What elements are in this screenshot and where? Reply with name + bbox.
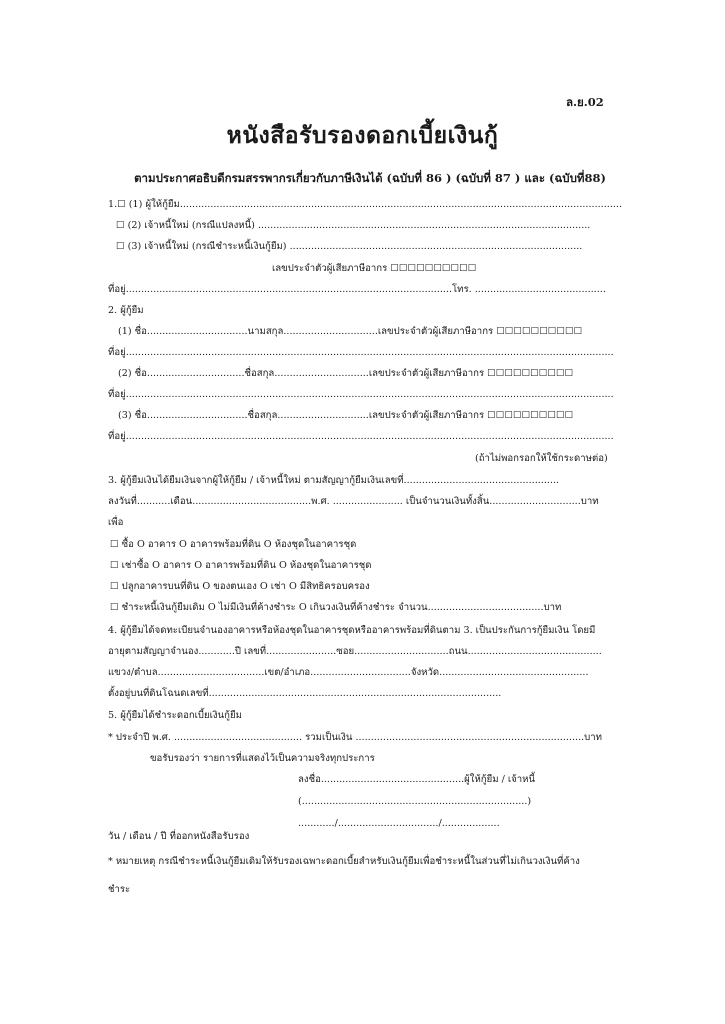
borrower-3-address: ที่อยู่................................................................................................................................................................ <box>108 431 614 442</box>
loan-contract-line: 3. ผู้กู้ยืมเงินได้ยืมเงินจากผู้ให้กู้ยืม / เจ้าหนี้ใหม่ ตามสัญญากู้ยืมเงินเลขที่................................................... <box>108 475 560 486</box>
remark-line-2: ชำระ <box>108 884 131 895</box>
signature-line: ลงชื่อ...............................................ผู้ให้กู้ยืม / เจ้าหนี้ <box>298 774 536 785</box>
mortgage-line-3: แขวง/ตำบล...................................เขต/อำเภอ.................................จังหวัด................................................. <box>108 667 589 678</box>
interest-year-line: * ประจำปี พ.ศ. .......................................... รวมเป็นเงิน ...........................................................................บาท <box>108 732 602 743</box>
lender-address: ที่อยู่...........................................................................................................โทร. ........................................... <box>108 284 606 295</box>
mortgage-line-4: ตั้งอยู่บนที่ดินโฉนดเลขที่................................................................................................ <box>108 688 502 699</box>
borrower-1-address: ที่อยู่................................................................................................................................................................ <box>108 347 614 358</box>
lender-option-2: ☐ (2) เจ้าหนี้ใหม่ (กรณีแปลงหนี้) ............................................................................................................. <box>116 220 591 231</box>
document-title: หนังสือรับรองดอกเบี้ยเงินกู้ <box>226 122 499 149</box>
purpose-buy: ☐ ซื้อ O อาคาร O อาคารพร้อมที่ดิน O ห้องชุดในอาคารชุด <box>110 539 357 550</box>
purpose-label: เพื่อ <box>108 517 124 528</box>
borrower-heading: 2. ผู้กู้ยืม <box>108 305 144 316</box>
lender-option-1: 1.☐ (1) ผู้ให้กู้ยืม................................................................................................................................................. <box>108 199 623 210</box>
issue-date-label: วัน / เดือน / ปี ที่ออกหนังสือรับรอง <box>108 831 250 842</box>
borrower-3-name: (3) ชื่อ.................................ชื่อสกุล..............................เลขประจำตัวผู้เสียภาษีอากร ☐☐☐☐☐☐☐☐☐☐ <box>118 410 574 421</box>
purpose-hire-purchase: ☐ เช่าซื้อ O อาคาร O อาคารพร้อมที่ดิน O ห้องชุดในอาคารชุด <box>110 560 372 571</box>
signature-date-line: ............/................................./................... <box>298 818 500 829</box>
lender-tax-id: เลขประจำตัวผู้เสียภาษีอากร ☐☐☐☐☐☐☐☐☐☐ <box>272 263 477 274</box>
borrower-1-name: (1) ชื่อ.................................นามสกุล...............................เลขประจำตัวผู้เสียภาษีอากร ☐☐☐☐☐☐☐☐☐☐ <box>118 326 583 337</box>
purpose-refinance: ☐ ชำระหนี้เงินกู้ยืมเดิม O ไม่มีเงินที่ค้างชำระ O เกินวงเงินที่ค้างชำระ จำนวน......................................บาท <box>110 602 562 613</box>
mortgage-line-2: อายุตามสัญญาจำนอง............ปี เลขที่.......................ซอย...............................ถนน............................................ <box>108 646 602 657</box>
continuation-note: (ถ้าไม่พอกรอกให้ใช้กระดาษต่อ) <box>475 453 608 464</box>
certification-statement: ขอรับรองว่า รายการที่แสดงไว้เป็นความจริงทุกประการ <box>150 753 375 764</box>
borrower-2-address: ที่อยู่................................................................................................................................................................ <box>108 389 614 400</box>
signature-name-line: (..........................................................................) <box>298 796 532 807</box>
lender-option-3: ☐ (3) เจ้าหนี้ใหม่ (กรณีชำระหนี้เงินกู้ยืม) ................................................................................................ <box>116 241 583 252</box>
interest-heading: 5. ผู้กู้ยืมได้ชำระดอกเบี้ยเงินกู้ยืม <box>108 710 242 721</box>
form-code: ล.ย.02 <box>566 95 604 109</box>
mortgage-line-1: 4. ผู้กู้ยืมได้จดทะเบียนจำนองอาคารหรือห้องชุดในอาคารชุดหรืออาคารพร้อมที่ดินตาม 3. เป็นประกันการกู้ยืมเงิน โดยมี <box>108 625 596 636</box>
purpose-build: ☐ ปลูกอาคารบนที่ดิน O ของตนเอง O เช่า O มีสิทธิครอบครอง <box>110 581 370 592</box>
loan-date-amount-line: ลงวันที่...........เดือน.......................................พ.ศ. ....................... เป็นจำนวนเงินทั้งสิ้น..............................บาท <box>108 496 599 507</box>
borrower-2-name: (2) ชื่อ................................ชื่อสกุล...............................เลขประจำตัวผู้เสียภาษีอากร ☐☐☐☐☐☐☐☐☐☐ <box>118 368 574 379</box>
remark-line-1: * หมายเหตุ กรณีชำระหนี้เงินกู้ยืมเดิมให้รับรองเฉพาะดอกเบี้ยสำหรับเงินกู้ยืมเพื่อชำระหนี้ในส่วนที่ไม่เกินวงเงินที่ค้าง <box>108 856 580 867</box>
document-subtitle: ตามประกาศอธิบดีกรมสรรพากรเกี่ยวกับภาษีเงินได้ (ฉบับที่ 86 ) (ฉบับที่ 87 ) และ (ฉบับที่88) <box>134 171 606 185</box>
